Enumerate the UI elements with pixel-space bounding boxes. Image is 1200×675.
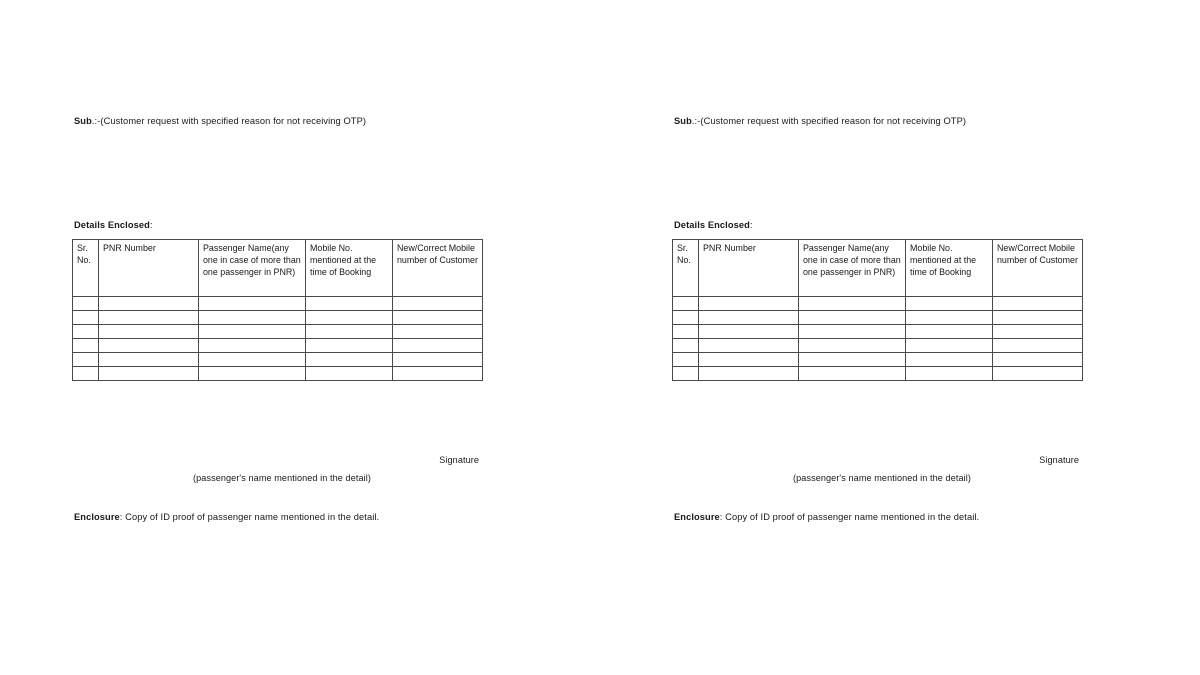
table-row[interactable] (673, 325, 1083, 339)
cell-pnr-number[interactable] (99, 311, 199, 325)
cell-new-mobile-number[interactable] (993, 297, 1083, 311)
cell-mobile-no[interactable] (906, 353, 993, 367)
table-header-row (673, 240, 1083, 297)
cell-mobile-no[interactable] (306, 353, 393, 367)
cell-sr-no[interactable] (73, 311, 99, 325)
cell-sr-no[interactable] (73, 297, 99, 311)
signature-block (674, 454, 1084, 485)
table-header (673, 240, 1083, 297)
cell-pnr-number[interactable] (99, 297, 199, 311)
column-header-pnr-number: PNR Number (699, 240, 799, 297)
cell-sr-no[interactable] (673, 325, 699, 339)
column-header-passenger-name: Passenger Name(any one in case of more than one passenger in PNR) (199, 240, 306, 297)
cell-passenger-name[interactable] (799, 367, 906, 381)
cell-passenger-name[interactable] (799, 325, 906, 339)
cell-mobile-no[interactable] (906, 311, 993, 325)
cell-new-mobile-number[interactable] (993, 339, 1083, 353)
cell-mobile-no[interactable] (906, 367, 993, 381)
column-header-new-mobile-number: New/Correct Mobile number of Customer (993, 240, 1083, 297)
cell-pnr-number[interactable] (99, 353, 199, 367)
cell-passenger-name[interactable] (199, 353, 306, 367)
cell-sr-no[interactable] (673, 297, 699, 311)
cell-sr-no[interactable] (673, 311, 699, 325)
subject-label: Sub (74, 116, 92, 126)
cell-sr-no[interactable] (673, 367, 699, 381)
cell-passenger-name[interactable] (799, 311, 906, 325)
cell-mobile-no[interactable] (306, 325, 393, 339)
table-body (673, 297, 1083, 381)
column-header-pnr-number: PNR Number (99, 240, 199, 297)
panel-content-right (674, 0, 1126, 675)
enclosure-text: : Copy of ID proof of passenger name mentioned in the detail. (119, 512, 380, 522)
table-row[interactable] (73, 325, 483, 339)
cell-new-mobile-number[interactable] (393, 339, 483, 353)
cell-pnr-number[interactable] (699, 339, 799, 353)
cell-pnr-number[interactable] (699, 297, 799, 311)
table-row[interactable] (673, 297, 1083, 311)
cell-pnr-number[interactable] (99, 325, 199, 339)
details-enclosed-heading (74, 219, 153, 232)
cell-passenger-name[interactable] (799, 297, 906, 311)
cell-new-mobile-number[interactable] (993, 311, 1083, 325)
cell-new-mobile-number[interactable] (393, 325, 483, 339)
cell-new-mobile-number[interactable] (393, 367, 483, 381)
cell-passenger-name[interactable] (199, 325, 306, 339)
enclosure-text: : Copy of ID proof of passenger name mentioned in the detail. (719, 512, 980, 522)
signature-title: Signature (1039, 455, 1079, 465)
cell-passenger-name[interactable] (199, 297, 306, 311)
column-header-mobile-no: Mobile No. mentioned at the time of Booking (306, 240, 393, 297)
cell-pnr-number[interactable] (699, 353, 799, 367)
form-panel-right (600, 0, 1200, 675)
enclosure-label: Enclosure (674, 512, 720, 522)
subject-text: .:-(Customer request with specified reason for not receiving OTP) (691, 116, 967, 126)
column-header-passenger-name: Passenger Name(any one in case of more than one passenger in PNR) (799, 240, 906, 297)
table-header (73, 240, 483, 297)
cell-new-mobile-number[interactable] (993, 367, 1083, 381)
enclosure-label: Enclosure (74, 512, 120, 522)
table-row[interactable] (673, 353, 1083, 367)
details-table (672, 239, 1083, 381)
table-row[interactable] (73, 297, 483, 311)
details-enclosed-label: Details Enclosed (74, 220, 150, 230)
cell-sr-no[interactable] (73, 339, 99, 353)
cell-passenger-name[interactable] (199, 367, 306, 381)
cell-pnr-number[interactable] (699, 325, 799, 339)
cell-mobile-no[interactable] (306, 311, 393, 325)
table-row[interactable] (673, 311, 1083, 325)
cell-new-mobile-number[interactable] (393, 311, 483, 325)
cell-mobile-no[interactable] (306, 339, 393, 353)
cell-sr-no[interactable] (673, 339, 699, 353)
details-enclosed-label: Details Enclosed (674, 220, 750, 230)
cell-new-mobile-number[interactable] (393, 353, 483, 367)
subject-text: .:-(Customer request with specified reason for not receiving OTP) (91, 116, 367, 126)
table-body (73, 297, 483, 381)
signature-note: (passenger's name mentioned in the detail) (793, 473, 971, 483)
cell-new-mobile-number[interactable] (993, 353, 1083, 367)
cell-mobile-no[interactable] (906, 325, 993, 339)
cell-new-mobile-number[interactable] (993, 325, 1083, 339)
table-row[interactable] (73, 353, 483, 367)
cell-pnr-number[interactable] (99, 367, 199, 381)
cell-passenger-name[interactable] (799, 353, 906, 367)
signature-block (74, 454, 484, 485)
details-table (72, 239, 483, 381)
cell-passenger-name[interactable] (799, 339, 906, 353)
enclosure-line (674, 511, 979, 524)
column-header-new-mobile-number: New/Correct Mobile number of Customer (393, 240, 483, 297)
subject-label: Sub (674, 116, 692, 126)
cell-mobile-no[interactable] (906, 297, 993, 311)
column-header-mobile-no: Mobile No. mentioned at the time of Booking (906, 240, 993, 297)
panel-content-left (74, 0, 526, 675)
cell-pnr-number[interactable] (699, 311, 799, 325)
table-row[interactable] (73, 339, 483, 353)
cell-new-mobile-number[interactable] (393, 297, 483, 311)
column-header-sr-no: Sr. No. (673, 240, 699, 297)
subject-line (674, 115, 966, 128)
signature-title: Signature (439, 455, 479, 465)
signature-note: (passenger's name mentioned in the detail) (193, 473, 371, 483)
enclosure-line (74, 511, 379, 524)
cell-mobile-no[interactable] (306, 297, 393, 311)
cell-mobile-no[interactable] (306, 367, 393, 381)
cell-pnr-number[interactable] (99, 339, 199, 353)
cell-sr-no[interactable] (73, 367, 99, 381)
cell-mobile-no[interactable] (906, 339, 993, 353)
subject-line (74, 115, 366, 128)
cell-sr-no[interactable] (73, 325, 99, 339)
table-row[interactable] (673, 367, 1083, 381)
cell-passenger-name[interactable] (199, 339, 306, 353)
cell-passenger-name[interactable] (199, 311, 306, 325)
cell-sr-no[interactable] (73, 353, 99, 367)
table-header-row (73, 240, 483, 297)
table-row[interactable] (673, 339, 1083, 353)
cell-sr-no[interactable] (673, 353, 699, 367)
table-row[interactable] (73, 311, 483, 325)
table-row[interactable] (73, 367, 483, 381)
details-enclosed-suffix: : (749, 220, 753, 230)
details-enclosed-suffix: : (149, 220, 153, 230)
cell-pnr-number[interactable] (699, 367, 799, 381)
column-header-sr-no: Sr. No. (73, 240, 99, 297)
details-enclosed-heading (674, 219, 753, 232)
